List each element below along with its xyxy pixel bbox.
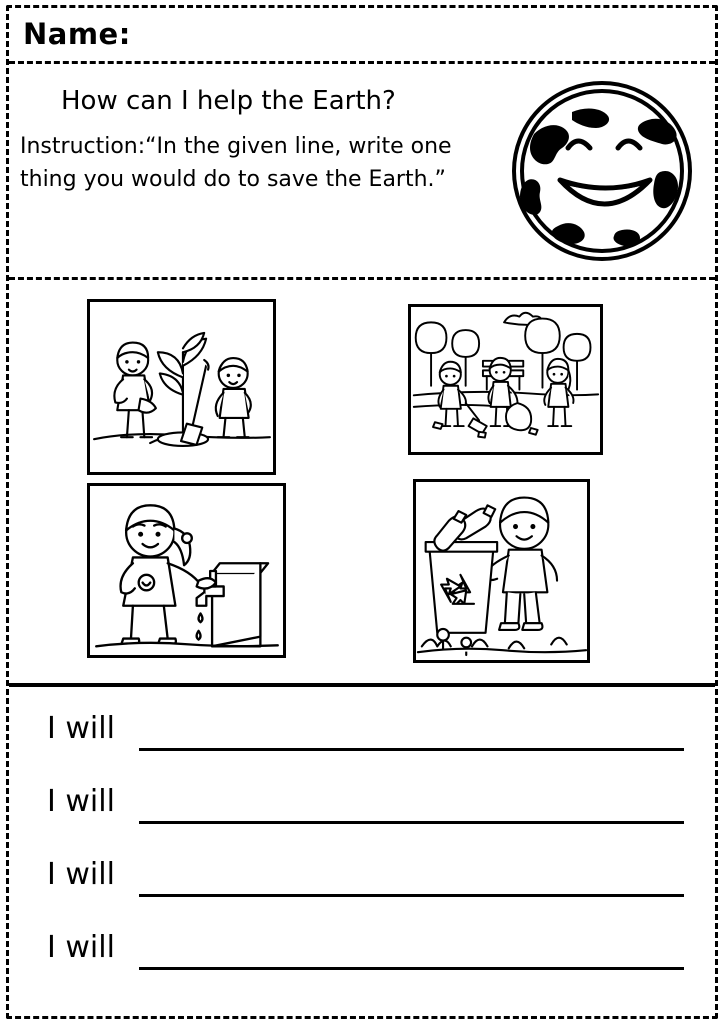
pic-recycling xyxy=(413,479,590,663)
pic-saving-water xyxy=(87,483,286,658)
answer-line-2[interactable] xyxy=(9,784,715,857)
writing-rule[interactable] xyxy=(139,748,684,751)
answer-lines xyxy=(9,687,715,1017)
answer-line-prompt: I will xyxy=(47,784,115,819)
instruction-text: Instruction:“In the given line, write one thing you would do to save the Earth.” xyxy=(20,134,452,192)
smiling-earth-icon xyxy=(498,76,706,266)
page-title: How can I help the Earth? xyxy=(61,86,396,116)
writing-rule[interactable] xyxy=(139,967,684,970)
picture-grid xyxy=(9,280,715,682)
answer-line-3[interactable] xyxy=(9,857,715,930)
header-block xyxy=(9,64,715,277)
writing-rule[interactable] xyxy=(139,821,684,824)
answer-line-prompt: I will xyxy=(47,711,115,746)
name-row xyxy=(9,8,715,60)
writing-rule[interactable] xyxy=(139,894,684,897)
answer-line-prompt: I will xyxy=(47,857,115,892)
answer-line-4[interactable] xyxy=(9,930,715,1003)
pic-picking-up-litter xyxy=(408,304,603,455)
answer-line-prompt: I will xyxy=(47,930,115,965)
pic-planting-tree xyxy=(87,299,276,475)
answer-line-1[interactable] xyxy=(9,711,715,784)
name-label: Name: xyxy=(23,17,131,51)
